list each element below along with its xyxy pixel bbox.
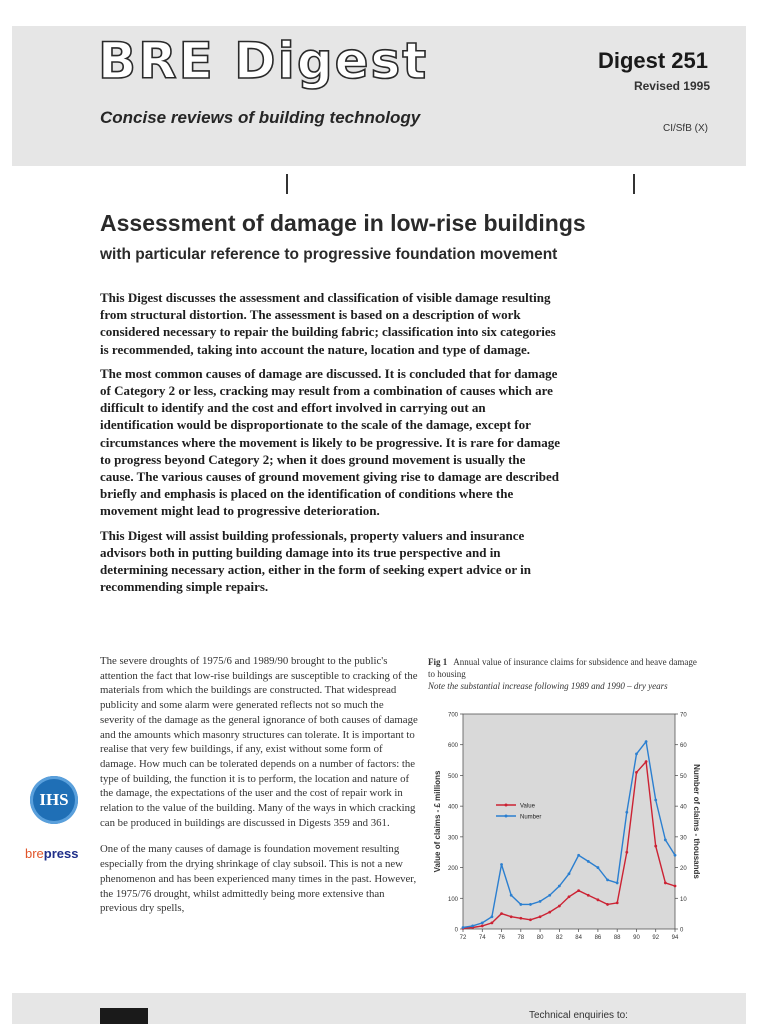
classification-code: CI/SfB (X) xyxy=(662,123,708,134)
data-point-value xyxy=(510,915,513,918)
y-tick-label: 300 xyxy=(447,835,458,842)
data-point-value xyxy=(558,905,561,908)
y-tick-label: 700 xyxy=(447,712,458,719)
legend-marker xyxy=(505,804,508,807)
x-tick-label: 78 xyxy=(517,935,525,941)
data-point-number xyxy=(539,900,542,903)
digest-number: Digest 251 xyxy=(597,48,708,73)
x-tick-label: 86 xyxy=(594,935,602,941)
bre-press-logo-bre: bre xyxy=(25,846,44,861)
data-point-number xyxy=(606,878,609,881)
footer-enquiries: Technical enquiries to: xyxy=(529,1010,628,1021)
data-point-value xyxy=(491,921,494,924)
fold-mark-right xyxy=(633,174,635,194)
x-tick-label: 82 xyxy=(556,935,563,941)
data-point-value xyxy=(587,894,590,897)
brand-logo-title: BRE Digest xyxy=(98,32,429,90)
figure-note: Note the substantial increase following 1989 and 1990 – dry years xyxy=(428,681,668,691)
x-tick-label: 94 xyxy=(671,935,679,941)
y-right-tick-label: 20 xyxy=(680,866,687,873)
x-tick-label: 90 xyxy=(633,935,640,941)
y-right-tick-label: 0 xyxy=(680,927,684,934)
figure-caption xyxy=(428,656,700,692)
data-point-value xyxy=(529,918,532,921)
summary xyxy=(100,289,562,602)
x-tick-label: 88 xyxy=(613,935,621,941)
y-tick-label: 500 xyxy=(447,773,458,780)
y-tick-label: 200 xyxy=(447,866,458,873)
data-point-number xyxy=(645,740,648,743)
data-point-number xyxy=(568,872,571,875)
data-point-number xyxy=(616,882,619,885)
fold-mark-left xyxy=(286,174,288,194)
data-point-number xyxy=(635,753,638,756)
y-right-tick-label: 60 xyxy=(680,743,687,750)
y-right-tick-label: 30 xyxy=(680,835,687,842)
data-point-number xyxy=(529,903,532,906)
data-point-number xyxy=(471,925,474,928)
data-point-value xyxy=(606,903,609,906)
tagline: Concise reviews of building technology xyxy=(100,108,421,127)
data-point-value xyxy=(519,917,522,920)
figure-label: Fig 1 xyxy=(428,657,448,667)
legend-label: Number xyxy=(520,814,542,821)
summary-paragraph: This Digest discusses the assessment and classification of visible damage resulting from structural distortion. The assessment is based on a description of work considered necessary to repair the building fabric; classification into six categories is recommended, taking into account the nature, location and type of damage. xyxy=(100,290,556,357)
revision-note: Revised 1995 xyxy=(633,79,710,93)
page-subtitle: with particular reference to progressive foundation movement xyxy=(100,246,558,263)
data-point-value xyxy=(654,845,657,848)
data-point-number xyxy=(664,839,667,842)
data-point-value xyxy=(500,912,503,915)
y-right-tick-label: 40 xyxy=(680,804,687,811)
x-tick-label: 76 xyxy=(498,935,505,941)
data-point-number xyxy=(577,854,580,857)
data-point-value xyxy=(481,925,484,928)
x-tick-label: 92 xyxy=(652,935,660,941)
figure-caption-text: Annual value of insurance claims for subsidence and heave damage to housing xyxy=(428,657,697,679)
data-point-value xyxy=(635,771,638,774)
y-tick-label: 0 xyxy=(454,927,458,934)
page-title: Assessment of damage in low-rise buildings xyxy=(100,210,586,236)
data-point-value xyxy=(674,885,677,888)
y-tick-label: 400 xyxy=(447,804,458,811)
footer-black-block xyxy=(100,1008,148,1024)
y-tick-label: 100 xyxy=(447,896,458,903)
body-column xyxy=(100,654,418,928)
data-point-number xyxy=(519,903,522,906)
data-point-value xyxy=(616,901,619,904)
summary-paragraph: The most common causes of damage are discussed. It is concluded that for damage of Category 2 or less, cracking may result from a combination of causes which are difficult to identify and the cost and effort involved in carrying out an identification would be disproportionate to the scale of the damage, except for circumstances where the movement is likely to be progressive. It is rare for damage to progress beyond Category 2; when it does ground movement is usually the cause. The various causes of ground movement giving rise to damage are described briefly and emphasis is placed on the identification of conditions where the movement might lead to progressive deterioration. xyxy=(100,365,560,519)
data-point-number xyxy=(548,894,551,897)
y-tick-label: 600 xyxy=(447,743,458,750)
x-tick-label: 74 xyxy=(478,935,486,941)
ihs-logo xyxy=(30,776,78,824)
data-point-value xyxy=(539,915,542,918)
data-point-number xyxy=(491,915,494,918)
data-point-number xyxy=(481,921,484,924)
y-right-tick-label: 10 xyxy=(680,896,687,903)
bre-press-logo xyxy=(25,846,79,861)
legend-marker xyxy=(505,815,508,818)
x-tick-label: 80 xyxy=(536,935,544,941)
data-point-number xyxy=(462,926,465,929)
x-tick-label: 72 xyxy=(459,935,467,941)
data-point-number xyxy=(558,885,561,888)
data-point-value xyxy=(625,851,628,854)
body-paragraph: One of the many causes of damage is foundation movement resulting especially from the drying shrinkage of clay subsoil. This is not a new phenomenon and has been experienced many times in the past. However, the 1975/76 drought, whilst admittedly being more extensive than previous dry spells, xyxy=(100,843,417,915)
ihs-logo-text: IHS xyxy=(39,790,69,809)
data-point-value xyxy=(568,895,571,898)
data-point-value xyxy=(645,760,648,763)
body-paragraph: The severe droughts of 1975/6 and 1989/90 brought to the public's attention the fact that low-rise buildings are susceptible to cracking of the materials from which the buildings are constructed. That widespread publicity and some alarm were generated reflects not so much the severity of the damage as the general ignorance of both causes of damage and the amounts which masonry structures can tolerate. It is important to realise that very few buildings, if any, exist without some form of damage. How much can be tolerated depends on a number of factors: the type of building, the function it is to perform, the location and nature of the damage, the expectations of the user and the cost of repair work in relation to the value of the building. Many of the ways in which cracking can be produced in buildings are discussed in Digests 359 and 361. xyxy=(100,655,418,829)
legend-label: Value xyxy=(520,803,535,810)
y-axis-title: Value of claims - £ millions xyxy=(433,770,442,873)
claims-chart xyxy=(428,700,701,945)
data-point-value xyxy=(577,889,580,892)
x-tick-label: 84 xyxy=(575,935,582,941)
y-right-tick-label: 50 xyxy=(680,773,687,780)
data-point-value xyxy=(548,911,551,914)
data-point-number xyxy=(500,863,503,866)
data-point-value xyxy=(597,898,600,901)
data-point-number xyxy=(625,811,628,814)
data-point-number xyxy=(587,860,590,863)
data-point-number xyxy=(597,866,600,869)
summary-paragraph: This Digest will assist building professionals, property valuers and insurance advisors both in putting building damage into its true perspective and in determining necessary action, either in the form of seeking expert advice or in recommending simple repairs. xyxy=(100,527,531,595)
data-point-value xyxy=(664,882,667,885)
data-point-number xyxy=(674,854,677,857)
bre-press-logo-press: press xyxy=(43,846,79,861)
y-axis-right-title: Number of claims - thousands xyxy=(692,764,701,879)
data-point-number xyxy=(510,894,513,897)
data-point-number xyxy=(654,799,657,802)
y-right-tick-label: 70 xyxy=(680,712,687,719)
